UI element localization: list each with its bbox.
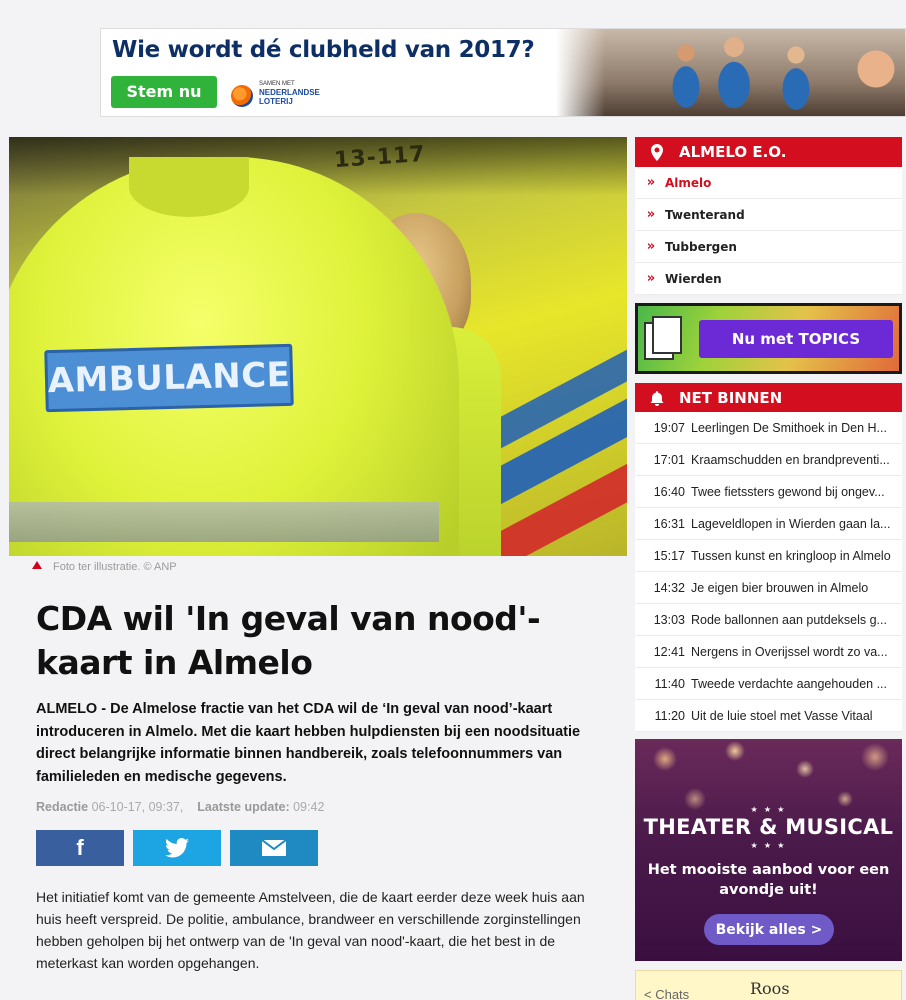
article-meta: Redactie 06-10-17, 09:37, Laatste update: 09:42 — [36, 800, 325, 814]
chats-back-link[interactable]: < Chats — [644, 987, 690, 1000]
ambulance-patch — [44, 344, 294, 412]
news-time: 13:03 — [653, 612, 685, 627]
ambulance-patch-text: AMBULANCE — [47, 354, 291, 402]
double-chevron-icon: » — [646, 175, 654, 190]
news-headline: Tussen kunst en kringloop in Almelo — [691, 548, 891, 563]
location-pin-icon — [635, 144, 679, 161]
region-item-twenterand[interactable] — [635, 199, 902, 231]
region-item-wierden[interactable] — [635, 263, 902, 295]
news-headline: Nergens in Overijssel wordt zo va... — [691, 644, 888, 659]
jacket-collar — [129, 157, 249, 217]
news-item[interactable] — [635, 604, 902, 636]
banner-headline: Wie wordt dé clubheld van 2017? — [112, 37, 535, 63]
news-headline: Uit de luie stoel met Vasse Vitaal — [691, 708, 873, 723]
news-headline: Je eigen bier brouwen in Almelo — [691, 580, 869, 595]
caption-triangle-icon — [32, 561, 42, 569]
double-chevron-icon: » — [646, 207, 654, 222]
news-headline: Twee fietssters gewond bij ongev... — [691, 484, 885, 499]
theater-ad-title: THEATER & MUSICAL — [643, 815, 894, 839]
double-chevron-icon: » — [646, 271, 654, 286]
lottery-partner-label: SAMEN MET — [259, 81, 295, 87]
region-label: Twenterand — [665, 207, 745, 222]
stars-decoration: ★ ★ ★ — [750, 841, 787, 850]
ambulance-jacket — [9, 157, 459, 556]
news-title: NET BINNEN — [679, 389, 783, 407]
banner-team-photo — [556, 29, 906, 117]
double-chevron-icon: » — [646, 239, 654, 254]
theater-ad-subtitle: Het mooiste aanbod voor een avondje uit! — [647, 862, 890, 898]
region-item-almelo[interactable] — [635, 167, 902, 199]
share-facebook-button[interactable] — [36, 830, 124, 866]
news-item[interactable] — [635, 540, 902, 572]
region-label: Almelo — [665, 175, 712, 190]
topics-promo[interactable] — [635, 303, 902, 374]
reflective-stripe — [9, 502, 439, 542]
region-title: ALMELO E.O. — [679, 143, 787, 161]
news-time: 11:40 — [654, 676, 685, 691]
roos-widget[interactable] — [635, 970, 902, 1000]
news-item[interactable] — [635, 636, 902, 668]
share-twitter-button[interactable] — [133, 830, 221, 866]
news-time: 15:17 — [653, 548, 685, 563]
article-hero-image — [9, 137, 627, 556]
news-header — [635, 383, 902, 413]
region-header — [635, 137, 902, 167]
mail-icon — [262, 840, 286, 856]
news-time: 16:31 — [653, 516, 685, 531]
news-headline: Tweede verdachte aangehouden ... — [691, 676, 887, 691]
news-time: 11:20 — [654, 708, 685, 723]
publish-date: 06-10-17, 09:37 — [91, 800, 180, 814]
widget-title: Roos — [750, 979, 790, 998]
bekijk-alles-button[interactable]: Bekijk alles > — [704, 914, 834, 945]
news-item[interactable] — [635, 508, 902, 540]
region-label: Wierden — [665, 271, 722, 286]
author-label: Redactie — [36, 800, 89, 814]
update-time: 09:42 — [293, 800, 325, 814]
news-item[interactable] — [635, 412, 902, 444]
theater-musical-ad[interactable] — [635, 739, 902, 961]
region-list — [635, 167, 902, 295]
news-time: 14:32 — [653, 580, 685, 595]
news-headline: Lageveldlopen in Wierden gaan la... — [691, 516, 891, 531]
region-label: Tubbergen — [665, 239, 737, 254]
caption-text: Foto ter illustratie. © ANP — [53, 561, 177, 573]
news-item[interactable] — [635, 700, 902, 732]
lottery-name: NEDERLANDSE LOTERIJ — [259, 88, 320, 106]
news-headline: Rode ballonnen aan putdeksels g... — [691, 612, 887, 627]
news-time: 19:07 — [653, 420, 685, 435]
facebook-icon: f — [76, 835, 84, 860]
news-list — [635, 412, 902, 732]
twitter-icon — [165, 838, 189, 858]
article-headline: CDA wil 'In geval van nood'-kaart in Almelo — [36, 599, 541, 682]
article-body: Het initiatief komt van de gemeente Amstelveen, die de kaart eerder deze week huis aan huis heeft verspreid. De politie, ambulance, brandweer en verschillende zorginstellingen hebben geholpen bij het ontwerp van de 'In geval van nood'-kaart, die het best in de meterkast kan worden opgehangen. — [36, 889, 585, 971]
news-time: 17:01 — [653, 452, 685, 467]
news-item[interactable] — [635, 444, 902, 476]
stem-nu-button[interactable]: Stem nu — [111, 76, 217, 108]
newspaper-icon — [644, 316, 688, 364]
news-item[interactable] — [635, 476, 902, 508]
stars-decoration: ★ ★ ★ — [750, 805, 787, 814]
share-mail-button[interactable] — [230, 830, 318, 866]
news-headline: Leerlingen De Smithoek in Den H... — [691, 420, 887, 435]
news-headline: Kraamschudden en brandpreventi... — [691, 452, 890, 467]
lottery-logo — [231, 81, 321, 109]
article-lead: ALMELO - De Almelose fractie van het CDA wil de ‘In geval van nood’-kaart introduceren in Almelo. Met die kaart hebben hulpdiensten bij een noodsituatie direct belangrijke informatie binnen handbereik, zoals telefoonnummers van familieleden en medische gegevens. — [36, 701, 581, 785]
update-label: Laatste update: — [197, 800, 290, 814]
news-item[interactable] — [635, 668, 902, 700]
region-item-tubbergen[interactable] — [635, 231, 902, 263]
news-time: 12:41 — [653, 644, 685, 659]
clubheld-banner-ad[interactable] — [100, 28, 906, 117]
lottery-icon — [231, 85, 253, 107]
van-number: 13-117 — [333, 141, 427, 174]
topics-button[interactable]: Nu met TOPICS — [699, 320, 893, 358]
bell-icon — [635, 391, 679, 406]
photo-caption — [36, 561, 177, 573]
news-time: 16:40 — [653, 484, 685, 499]
news-item[interactable] — [635, 572, 902, 604]
